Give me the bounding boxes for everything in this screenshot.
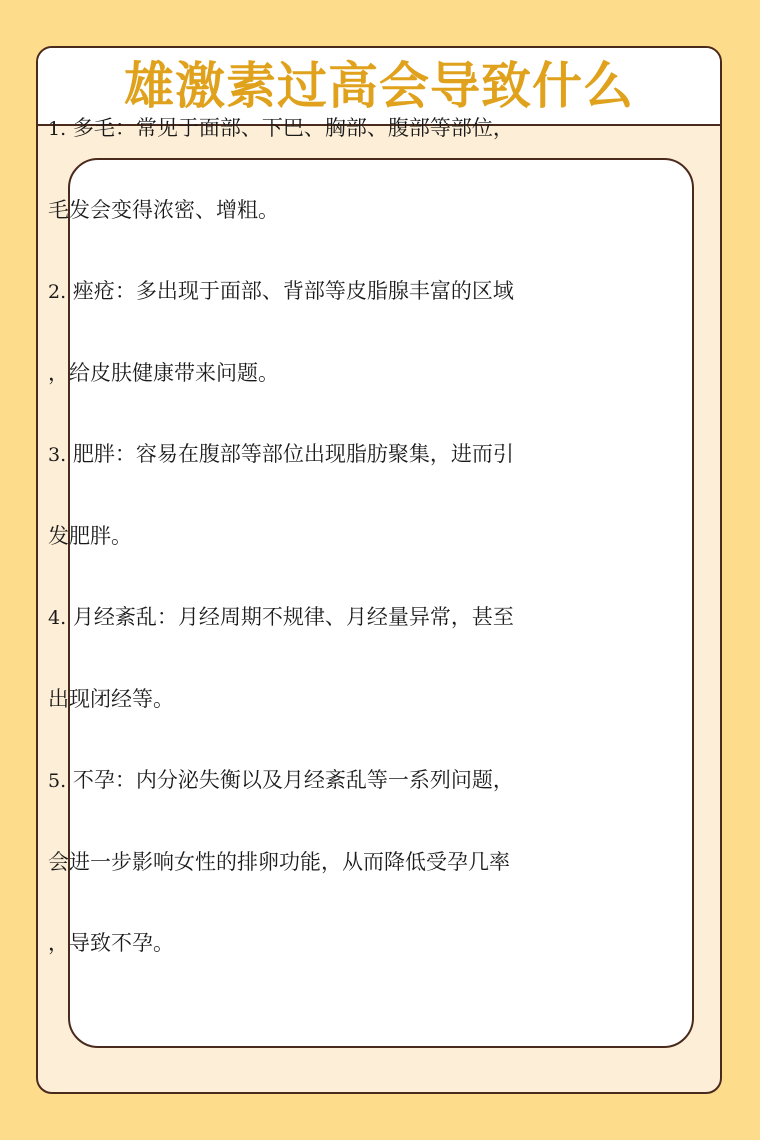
item-1-text: 多毛：常见于面部、下巴、胸部、腹部等部位， — [66, 116, 514, 140]
list-item-5-line-1 — [48, 770, 588, 852]
card-header — [38, 48, 720, 126]
list-item-3-line-2: 发肥胖。 — [48, 523, 132, 548]
item-1-number: 1. — [48, 118, 67, 140]
list-item-4-line-1 — [48, 607, 588, 689]
list-item-4-line-2: 出现闭经等。 — [48, 686, 174, 711]
item-2-text: 痤疮：多出现于面部、背部等皮脂腺丰富的区域 — [66, 279, 514, 303]
item-4-text: 月经紊乱：月经周期不规律、月经量异常，甚至 — [66, 605, 514, 629]
effects-list — [48, 118, 588, 1015]
item-4-number: 4. — [48, 607, 67, 629]
list-item-2-line-2: ，给皮肤健康带来问题。 — [48, 360, 279, 385]
item-5-number: 5. — [48, 770, 67, 792]
page-title: 雄激素过高会导致什么 — [124, 57, 634, 115]
list-item-2-line-1 — [48, 281, 588, 363]
list-item-3-line-1 — [48, 444, 588, 526]
item-2-number: 2. — [48, 281, 67, 303]
item-5-text: 不孕：内分泌失衡以及月经紊乱等一系列问题， — [66, 768, 514, 792]
list-item-1-line-2: 毛发会变得浓密、增粗。 — [48, 197, 279, 222]
list-item-5-line-2: 会进一步影响女性的排卵功能，从而降低受孕几率 — [48, 849, 510, 874]
list-item-1-line-1 — [48, 118, 588, 200]
list-item-5-line-3: ，导致不孕。 — [48, 931, 174, 955]
item-3-text: 肥胖：容易在腹部等部位出现脂肪聚集，进而引 — [66, 442, 514, 466]
item-3-number: 3. — [48, 444, 67, 466]
